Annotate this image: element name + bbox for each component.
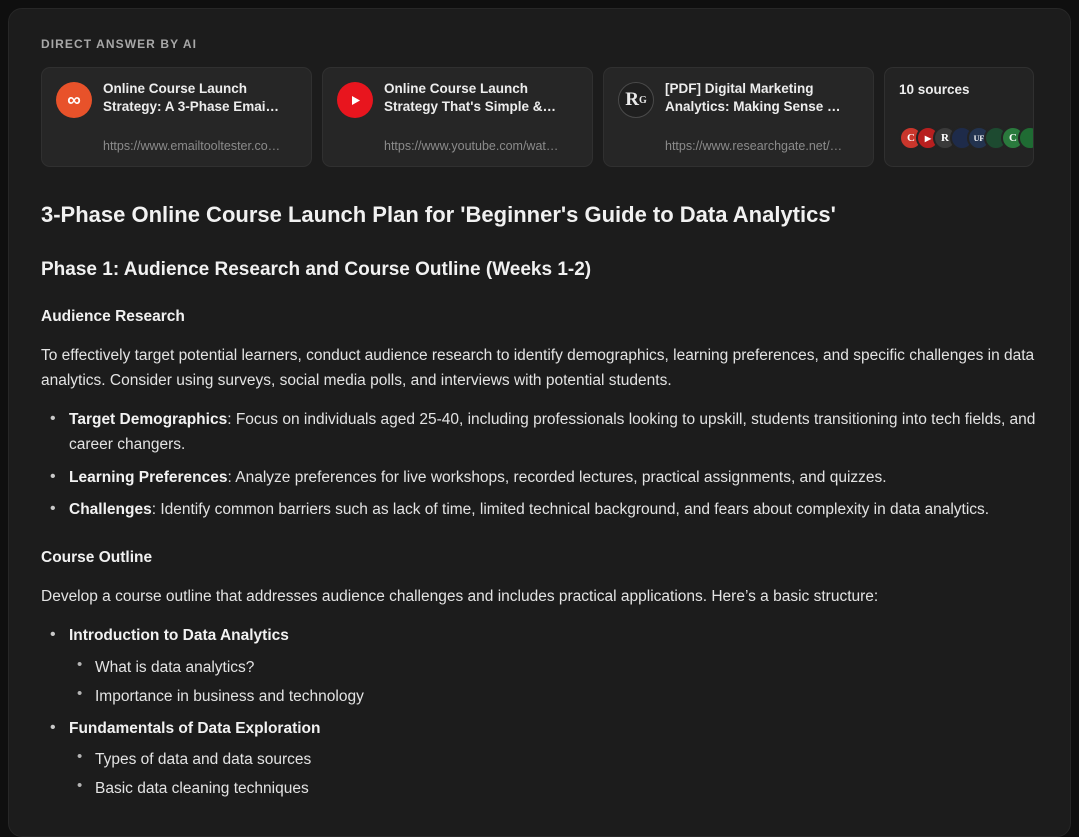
avatar: R: [933, 126, 957, 150]
direct-answer-panel: [8, 8, 1071, 837]
infinity-icon: ∞: [56, 82, 92, 118]
researchgate-icon: R G: [618, 82, 654, 118]
list-item-lead: Challenges: [69, 500, 152, 518]
source-title: Online Course Launch Strategy That's Simple &…: [384, 81, 556, 115]
source-card[interactable]: [603, 67, 874, 167]
page-title: 3-Phase Online Course Launch Plan for 'Beginner's Guide to Data Analytics': [41, 202, 836, 227]
list-item: [41, 623, 1038, 708]
source-card[interactable]: [41, 67, 312, 167]
source-title: [PDF] Digital Marketing Analytics: Making Sense …: [665, 81, 841, 115]
sources-count-label: 10 sources: [899, 82, 970, 97]
list-item: • Types of data and data sources: [69, 747, 1038, 772]
list-item-lead: Target Demographics: [69, 411, 228, 429]
course-outline-sublist: [69, 747, 1038, 801]
course-outline-paragraph: Develop a course outline that addresses audience challenges and includes practical applications. Here’s a basic structure:: [41, 588, 879, 606]
course-outline-sublist: [69, 655, 1038, 709]
list-item: • Importance in business and technology: [69, 684, 1038, 709]
list-item-lead: Introduction to Data Analytics: [69, 627, 289, 645]
list-item: [41, 716, 1038, 801]
course-outline-heading: Course Outline: [41, 549, 153, 567]
audience-research-heading: Audience Research: [41, 307, 185, 325]
avatar: C: [1001, 126, 1025, 150]
direct-answer-eyebrow: DIRECT ANSWER BY AI: [41, 37, 198, 51]
source-card-head: [618, 80, 859, 118]
list-item: [41, 465, 1038, 490]
source-card[interactable]: [322, 67, 593, 167]
course-outline-list: [41, 623, 1038, 801]
audience-research-paragraph: To effectively target potential learners, conduct audience research to identify demographics, learning preferences, and specific challenges in data analytics. Consider using surveys, social media polls, and interviews with potential students.: [41, 346, 1035, 389]
list-item-text: : Analyze preferences for live workshops, recorded lectures, practical assignments, and quizzes.: [227, 468, 887, 486]
youtube-play-icon: [337, 82, 373, 118]
phase-heading: Phase 1: Audience Research and Course Outline (Weeks 1-2): [41, 258, 592, 280]
list-item-lead: Learning Preferences: [69, 468, 228, 486]
list-item-text: : Identify common barriers such as lack of time, limited technical background, and fears about complexity in data analytics.: [151, 500, 990, 518]
avatar: C: [899, 126, 923, 150]
list-item: • What is data analytics?: [69, 655, 1038, 680]
avatar: ▶: [916, 126, 940, 150]
source-card-head: [337, 80, 578, 118]
list-item-text: : Focus on individuals aged 25-40, including professionals looking to upskill, students transitioning into tech fields, and career changers.: [69, 411, 1036, 454]
sources-count-card[interactable]: [884, 67, 1034, 167]
list-item: [41, 407, 1038, 458]
list-item-lead: Fundamentals of Data Exploration: [69, 719, 321, 737]
list-item: [41, 497, 1038, 522]
list-item: • Basic data cleaning techniques: [69, 776, 1038, 801]
source-title: Online Course Launch Strategy: A 3-Phase Emai…: [103, 81, 280, 115]
source-cards-row: [41, 67, 1038, 167]
source-url: https://www.youtube.com/wat…: [384, 139, 559, 153]
source-url: https://www.emailtooltester.co…: [103, 139, 281, 153]
source-url: https://www.researchgate.net/…: [665, 139, 843, 153]
source-avatar-stack: [899, 126, 1034, 150]
avatar: UF: [967, 126, 991, 150]
audience-research-list: [41, 407, 1038, 522]
source-card-head: [56, 80, 297, 118]
